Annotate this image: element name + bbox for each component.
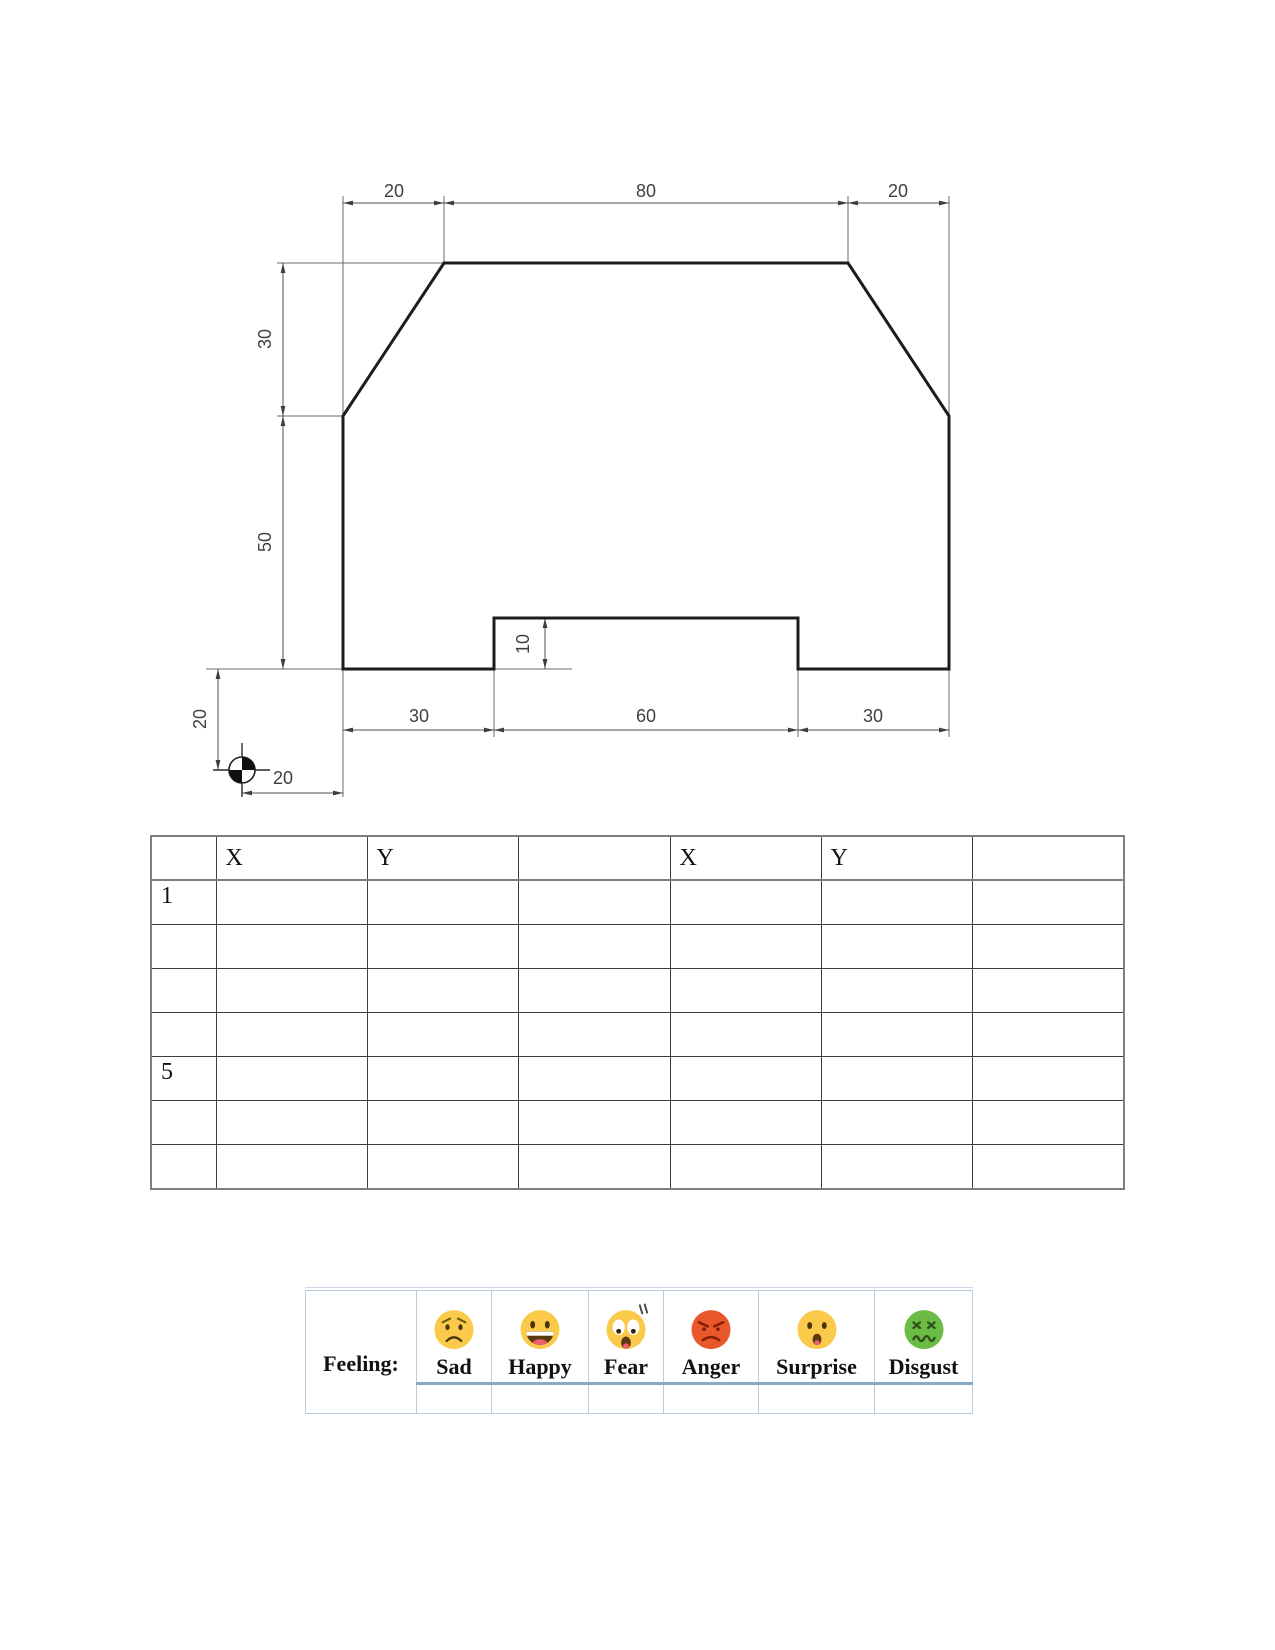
coord-cell [972, 1057, 1124, 1101]
row-label-cell [151, 1013, 216, 1057]
feeling-table [305, 1290, 973, 1414]
dim-origin-x-label: 20 [272, 768, 294, 788]
feeling-emoji-row [306, 1291, 973, 1384]
technical-drawing [0, 0, 1275, 820]
row-label-cell: 1 [151, 880, 216, 925]
table-row [151, 1101, 1124, 1145]
row-label-cell [151, 969, 216, 1013]
row-label-cell: 5 [151, 1057, 216, 1101]
part-outline [343, 263, 949, 669]
dim-notch-label: 10 [513, 633, 533, 655]
coord-cell [216, 969, 367, 1013]
table-row [151, 1013, 1124, 1057]
dim-top-mid-label: 80 [635, 181, 657, 201]
coord-cell [821, 880, 972, 925]
coord-cell [670, 969, 821, 1013]
coord-cell [670, 925, 821, 969]
coord-cell [972, 880, 1124, 925]
sad-emoji-icon [428, 1302, 480, 1354]
feeling-answer-cell [589, 1384, 664, 1414]
coord-cell [972, 1013, 1124, 1057]
coordinate-table [150, 835, 1125, 1190]
coord-cell [821, 1013, 972, 1057]
x2-header-cell: X [670, 836, 821, 880]
coord-cell [972, 1145, 1124, 1190]
origin-datum-icon [213, 743, 270, 797]
dim-bottom-mid-label: 60 [635, 706, 657, 726]
coord-cell [670, 880, 821, 925]
coord-table-body [151, 880, 1124, 1189]
spacer-header-cell [518, 836, 670, 880]
coord-cell [518, 880, 670, 925]
coord-cell [518, 1101, 670, 1145]
feeling-option-surprise [759, 1291, 875, 1384]
corner-header-cell [151, 836, 216, 880]
coord-cell [518, 1057, 670, 1101]
coord-cell [518, 1013, 670, 1057]
surprise-emoji-icon [791, 1302, 843, 1354]
emotion-label: Anger [681, 1354, 741, 1379]
row-label-cell [151, 1145, 216, 1190]
coord-cell [518, 925, 670, 969]
dim-left-lower-label: 50 [255, 531, 275, 553]
coord-cell [972, 969, 1124, 1013]
coord-cell [821, 969, 972, 1013]
table-row [151, 1145, 1124, 1190]
dim-top-left-label: 20 [383, 181, 405, 201]
coord-cell [367, 969, 518, 1013]
coord-cell [367, 1057, 518, 1101]
x-header-cell: X [216, 836, 367, 880]
row-label-cell [151, 1101, 216, 1145]
table-row [151, 925, 1124, 969]
feeling-label-cell: Feeling: [306, 1291, 417, 1414]
coord-cell [216, 1013, 367, 1057]
coord-cell [216, 1057, 367, 1101]
emotion-label: Disgust [888, 1354, 959, 1379]
feeling-answer-cell [492, 1384, 589, 1414]
feeling-option-anger [664, 1291, 759, 1384]
coord-cell [972, 925, 1124, 969]
dim-left-upper-label: 30 [255, 328, 275, 350]
feeling-option-disgust [875, 1291, 973, 1384]
coord-cell [518, 969, 670, 1013]
emotion-label: Surprise [776, 1354, 857, 1379]
coord-cell [821, 1101, 972, 1145]
coord-cell [972, 1101, 1124, 1145]
feeling-answer-cell [875, 1384, 973, 1414]
coord-cell [367, 925, 518, 969]
coord-cell [367, 1145, 518, 1190]
emotion-label: Happy [508, 1354, 572, 1379]
coord-cell [821, 925, 972, 969]
coord-cell [821, 1057, 972, 1101]
feeling-option-sad [417, 1291, 492, 1384]
y-header-cell: Y [367, 836, 518, 880]
table-row [151, 880, 1124, 925]
dim-bottom-right-label: 30 [862, 706, 884, 726]
feeling-section [305, 1287, 973, 1414]
row-label-cell [151, 925, 216, 969]
feeling-option-fear [589, 1291, 664, 1384]
table-row [151, 1057, 1124, 1101]
spacer2-header-cell [972, 836, 1124, 880]
coord-cell [670, 1013, 821, 1057]
coord-cell [367, 880, 518, 925]
coord-cell [216, 1101, 367, 1145]
coord-cell [670, 1145, 821, 1190]
emotion-label: Sad [436, 1354, 472, 1379]
extension-lines [206, 196, 949, 797]
coord-cell [216, 925, 367, 969]
emotion-label: Fear [604, 1354, 648, 1379]
dim-left-bottom-label: 20 [190, 708, 210, 730]
coord-table-header-row [151, 836, 1124, 880]
table-row [151, 969, 1124, 1013]
coord-cell [216, 1145, 367, 1190]
y2-header-cell: Y [821, 836, 972, 880]
feeling-answer-cell [417, 1384, 492, 1414]
dim-bottom-left-label: 30 [408, 706, 430, 726]
coord-cell [821, 1145, 972, 1190]
dim-top-right-label: 20 [887, 181, 909, 201]
coord-cell [367, 1013, 518, 1057]
happy-emoji-icon [514, 1302, 566, 1354]
dimension-lines [218, 203, 949, 793]
coord-cell [670, 1101, 821, 1145]
coord-cell [216, 880, 367, 925]
disgust-emoji-icon [898, 1302, 950, 1354]
coord-cell [367, 1101, 518, 1145]
feeling-answer-cell [759, 1384, 875, 1414]
fear-emoji-icon [600, 1302, 652, 1354]
anger-emoji-icon [685, 1302, 737, 1354]
feeling-answer-cell [664, 1384, 759, 1414]
feeling-option-happy [492, 1291, 589, 1384]
coord-cell [518, 1145, 670, 1190]
coord-cell [670, 1057, 821, 1101]
